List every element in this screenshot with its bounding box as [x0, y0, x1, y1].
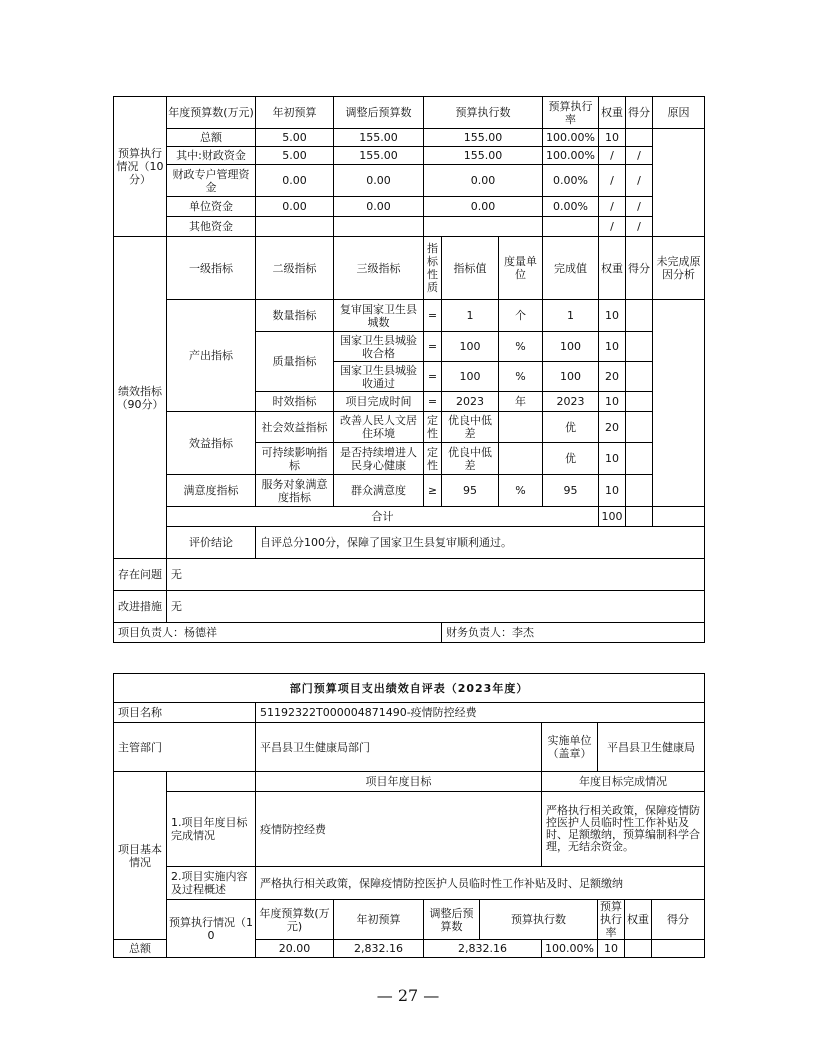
cell-rate: 100.00%: [543, 129, 599, 147]
level1-benefit: 效益指标: [167, 412, 256, 475]
cell-weight: /: [599, 147, 626, 165]
cell-adjusted: 0.00: [334, 165, 424, 197]
level2-social: 社会效益指标: [256, 412, 334, 443]
ind-name: 群众满意度: [334, 475, 424, 507]
budget-evaluation-table-1: [113, 96, 705, 643]
basic-info-label: 项目基本情况: [114, 772, 167, 940]
level2-quality: 质量指标: [256, 332, 334, 392]
cell-initial: 0.00: [256, 197, 334, 217]
ind-score: [626, 332, 653, 362]
total-label: 合计: [167, 507, 599, 527]
ind-value: 95: [442, 475, 499, 507]
perf-section-label: 绩效指标（90分）: [114, 237, 167, 559]
cell-initial: 5.00: [256, 147, 334, 165]
header-score: 得分: [652, 900, 705, 940]
cell-executed: 155.00: [424, 129, 543, 147]
ind-unit: 年: [499, 392, 543, 412]
cell-adjusted: 155.00: [334, 129, 424, 147]
ih-level3: 三级指标: [334, 237, 424, 300]
page-number: — 27 —: [376, 986, 440, 1005]
ind-completed: 优: [543, 412, 599, 443]
cell-executed: 0.00: [424, 165, 543, 197]
total-score: [626, 507, 653, 527]
impl-unit: 平昌县卫生健康局: [598, 723, 705, 772]
cell-reason: [653, 129, 705, 237]
ih-score: 得分: [626, 237, 653, 300]
header-executed: 预算执行数: [480, 900, 598, 940]
ih-completed: 完成值: [543, 237, 599, 300]
cell-score: /: [626, 165, 653, 197]
ind-weight: 10: [599, 475, 626, 507]
header-initial-budget: 年初预算: [256, 97, 334, 129]
ih-reason: 未完成原因分析: [653, 237, 705, 300]
item1-label: 1.项目年度目标完成情况: [167, 792, 256, 867]
cell-initial: 5.00: [256, 129, 334, 147]
cell-rate: 100.00%: [542, 940, 598, 958]
row-name: 财政专户管理资金: [167, 165, 256, 197]
cell-adjusted: 2,832.16: [334, 940, 424, 958]
total-reason: [653, 507, 705, 527]
ind-completed: 优: [543, 443, 599, 475]
ind-weight: 10: [599, 392, 626, 412]
header-reason: 原因: [653, 97, 705, 129]
cell-rate: 0.00%: [543, 197, 599, 217]
item2-label: 2.项目实施内容及过程概述: [167, 867, 256, 900]
measure-label: 改进措施: [114, 591, 167, 623]
cell-weight: /: [599, 217, 626, 237]
ind-score: [626, 300, 653, 332]
ind-completed: 95: [543, 475, 599, 507]
conclusion-label: 评价结论: [167, 527, 256, 559]
blank-cell: [167, 772, 256, 792]
ind-completed: 2023: [543, 392, 599, 412]
project-name-label: 项目名称: [114, 703, 256, 723]
ind-weight: 10: [599, 332, 626, 362]
ind-completed: 1: [543, 300, 599, 332]
form-title: 部门预算项目支出绩效自评表（2023年度）: [114, 674, 705, 703]
ind-value: 优良中低差: [442, 412, 499, 443]
level2-service: 服务对象满意度指标: [256, 475, 334, 507]
ind-weight: 10: [599, 443, 626, 475]
ind-unit: [499, 443, 543, 475]
cell-reason: [652, 940, 705, 958]
goal-header: 项目年度目标: [256, 772, 542, 792]
header-initial-budget: 年初预算: [334, 900, 424, 940]
level2-quantity: 数量指标: [256, 300, 334, 332]
header-adjusted-budget: 调整后预算数: [334, 97, 424, 129]
header-annual-budget: 年度预算数(万元): [256, 900, 334, 940]
ind-unit: %: [499, 332, 543, 362]
cell-score: /: [626, 147, 653, 165]
cell-executed: [424, 217, 543, 237]
dept-label: 主管部门: [114, 723, 256, 772]
header-executed: 预算执行数: [424, 97, 543, 129]
header-score: 得分: [626, 97, 653, 129]
cell-score: [625, 940, 652, 958]
header-weight: 权重: [599, 97, 626, 129]
header-exec-rate: 预算执行率: [598, 900, 625, 940]
cell-score: /: [626, 197, 653, 217]
budget-evaluation-table-2: [113, 673, 705, 958]
ind-value: 1: [442, 300, 499, 332]
project-name: 51192322T000004871490-疫情防控经费: [256, 703, 705, 723]
item1-goal: 疫情防控经费: [256, 792, 542, 867]
ind-reason: [653, 300, 705, 507]
cell-weight: /: [599, 165, 626, 197]
cell-rate: [543, 217, 599, 237]
cell-score: /: [626, 217, 653, 237]
total-weight: 100: [599, 507, 626, 527]
row-name: 总额: [114, 940, 167, 958]
ind-value: 优良中低差: [442, 443, 499, 475]
ind-weight: 20: [599, 412, 626, 443]
cell-initial: 20.00: [256, 940, 334, 958]
cell-weight: 10: [599, 129, 626, 147]
ind-name: 国家卫生县城验收合格: [334, 332, 424, 362]
cell-initial: 0.00: [256, 165, 334, 197]
level1-satisfaction: 满意度指标: [167, 475, 256, 507]
cell-executed: 0.00: [424, 197, 543, 217]
done-header: 年度目标完成情况: [542, 772, 705, 792]
ind-completed: 100: [543, 362, 599, 392]
cell-executed: 2,832.16: [424, 940, 542, 958]
cell-adjusted: 0.00: [334, 197, 424, 217]
ih-nature: 指标性质: [424, 237, 442, 300]
ind-unit: %: [499, 362, 543, 392]
ind-nature: 定性: [424, 443, 442, 475]
level2-time: 时效指标: [256, 392, 334, 412]
dept-name: 平昌县卫生健康局部门: [256, 723, 542, 772]
ind-unit: 个: [499, 300, 543, 332]
ind-unit: %: [499, 475, 543, 507]
measure-text: 无: [167, 591, 705, 623]
header-annual-budget: 年度预算数(万元): [167, 97, 256, 129]
ind-unit: [499, 412, 543, 443]
row-name: 其他资金: [167, 217, 256, 237]
row-name: 其中:财政资金: [167, 147, 256, 165]
ind-weight: 10: [599, 300, 626, 332]
ind-name: 复审国家卫生县城数: [334, 300, 424, 332]
ind-name: 国家卫生县城验收通过: [334, 362, 424, 392]
ind-nature: =: [424, 392, 442, 412]
header-exec-rate: 预算执行率: [543, 97, 599, 129]
ind-nature: 定性: [424, 412, 442, 443]
ind-value: 100: [442, 362, 499, 392]
ind-score: [626, 475, 653, 507]
cell-weight: /: [599, 197, 626, 217]
cell-initial: [256, 217, 334, 237]
cell-adjusted: [334, 217, 424, 237]
ih-value: 指标值: [442, 237, 499, 300]
ind-weight: 20: [599, 362, 626, 392]
item2-text: 严格执行相关政策，保障疫情防控医护人员临时性工作补贴及时、足额缴纳: [256, 867, 705, 900]
level1-output: 产出指标: [167, 300, 256, 412]
ind-completed: 100: [543, 332, 599, 362]
cell-executed: 155.00: [424, 147, 543, 165]
cell-score: [626, 129, 653, 147]
cell-rate: 100.00%: [543, 147, 599, 165]
ih-level2: 二级指标: [256, 237, 334, 300]
ind-value: 2023: [442, 392, 499, 412]
header-adjusted-budget: 调整后预算数: [424, 900, 480, 940]
ind-score: [626, 362, 653, 392]
conclusion-text: 自评总分100分，保障了国家卫生县复审顺利通过。: [256, 527, 705, 559]
ih-weight: 权重: [599, 237, 626, 300]
ind-score: [626, 443, 653, 475]
exec-section-label: 预算执行情况（10: [167, 900, 256, 958]
header-weight: 权重: [625, 900, 652, 940]
level2-sustain: 可持续影响指标: [256, 443, 334, 475]
problem-text: 无: [167, 559, 705, 591]
ind-name: 是否持续增进人民身心健康: [334, 443, 424, 475]
project-leader: 项目负责人：杨德祥: [114, 623, 442, 643]
row-name: 总额: [167, 129, 256, 147]
ind-nature: ≥: [424, 475, 442, 507]
ind-name: 改善人民人文居住环境: [334, 412, 424, 443]
ind-value: 100: [442, 332, 499, 362]
row-name: 单位资金: [167, 197, 256, 217]
ind-name: 项目完成时间: [334, 392, 424, 412]
cell-adjusted: 155.00: [334, 147, 424, 165]
finance-leader: 财务负责人：李杰: [442, 623, 705, 643]
impl-unit-label: 实施单位（盖章）: [542, 723, 598, 772]
ind-nature: =: [424, 332, 442, 362]
ind-nature: =: [424, 362, 442, 392]
cell-weight: 10: [598, 940, 625, 958]
cell-rate: 0.00%: [543, 165, 599, 197]
ih-unit: 度量单位: [499, 237, 543, 300]
ind-score: [626, 412, 653, 443]
ih-level1: 一级指标: [167, 237, 256, 300]
ind-score: [626, 392, 653, 412]
exec-section-label: 预算执行情况（10分）: [114, 97, 167, 237]
ind-nature: =: [424, 300, 442, 332]
problem-label: 存在问题: [114, 559, 167, 591]
item1-done: 严格执行相关政策，保障疫情防控医护人员临时性工作补贴及时、足额缴纳，预算编制科学合理，无结余资金。: [542, 792, 705, 867]
